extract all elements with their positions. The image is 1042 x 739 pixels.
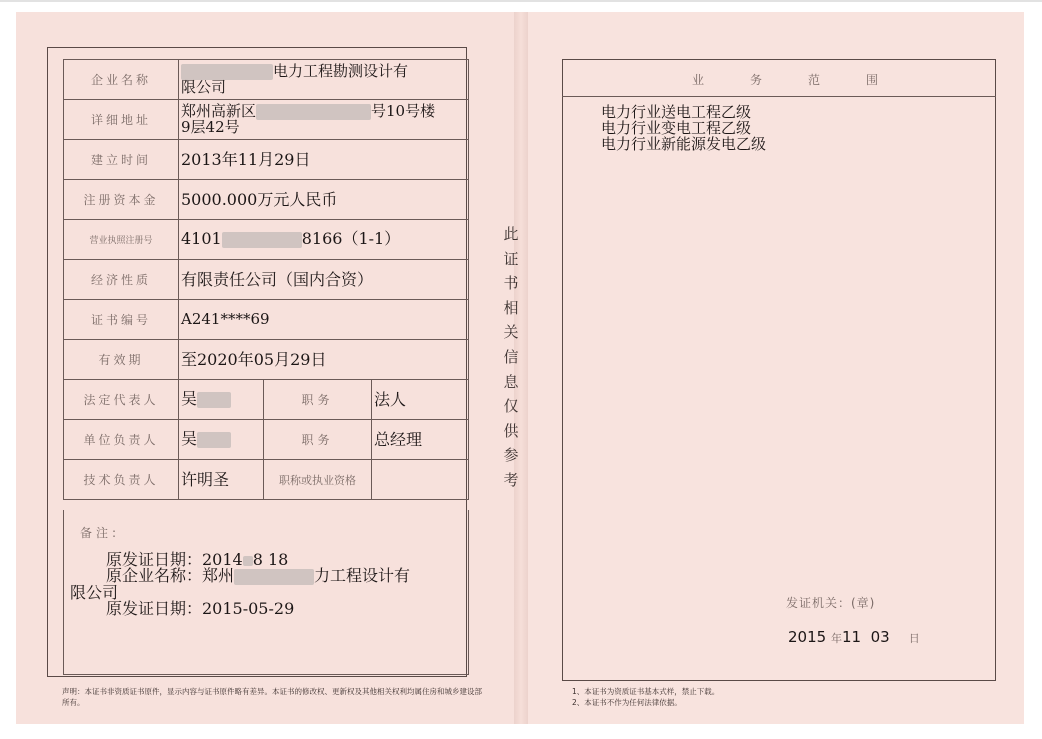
economic-nature-value: 有限责任公司（国内合资） xyxy=(179,260,469,300)
person-sub-value: 总经理 xyxy=(372,420,469,460)
scope-item: 电力行业变电工程乙级 xyxy=(601,119,752,137)
info-table xyxy=(63,59,469,500)
remark-line: 原企业名称：郑州 力工程设计有 xyxy=(106,566,411,585)
scope-header-char: 围 xyxy=(866,73,879,87)
remark-title: 备注: xyxy=(80,526,121,540)
scope-item: 电力行业送电工程乙级 xyxy=(601,103,752,121)
cert-no-value: A241****69 xyxy=(179,300,469,340)
validity-value: 至2020年05月29日 xyxy=(179,340,469,380)
scope-item: 电力行业新能源发电乙级 xyxy=(601,135,767,153)
business-scope-list xyxy=(601,104,766,152)
issuing-authority: 发证机关：(章) xyxy=(786,596,876,610)
person-name: 吴 xyxy=(179,380,264,420)
row-label: 详细地址 xyxy=(64,100,179,140)
row-label: 单位负责人 xyxy=(64,420,179,460)
row-label: 技术负责人 xyxy=(64,460,179,500)
remark-line: 原发证日期：2014 8 18 xyxy=(106,550,289,569)
table-row xyxy=(64,220,469,260)
person-sub-label: 职称或执业资格 xyxy=(264,460,372,500)
redacted-block xyxy=(256,104,371,120)
issue-date: 2015 年11 03 日 xyxy=(788,628,920,646)
scope-header-char: 务 xyxy=(750,73,763,87)
redacted-block xyxy=(243,556,253,566)
scope-header xyxy=(562,59,996,97)
redacted-block xyxy=(197,392,231,408)
remark-lines xyxy=(70,550,411,618)
person-sub-label: 职务 xyxy=(264,380,372,420)
left-declaration: 声明：本证书非资质证书原件，显示内容与证书原件略有差异。本证书的修改权、更新权及其他相关权利均属住房和城乡建设部所有。 xyxy=(62,687,482,707)
address-value: 郑州高新区 号10号楼 9层42号 xyxy=(179,100,469,140)
established-value: 2013年11月29日 xyxy=(179,140,469,180)
table-row xyxy=(64,140,469,180)
top-divider xyxy=(0,0,1042,2)
table-row xyxy=(64,180,469,220)
vertical-note: 此 证 书 相 关 信 息 仅 供 参 考 xyxy=(503,225,519,489)
row-label: 有效期 xyxy=(64,340,179,380)
row-label: 建立时间 xyxy=(64,140,179,180)
person-name: 许明圣 xyxy=(179,460,264,500)
company-name-value: 电力工程勘测设计有 限公司 xyxy=(179,60,469,100)
row-label: 企业名称 xyxy=(64,60,179,100)
table-row xyxy=(64,300,469,340)
redacted-block xyxy=(197,432,231,448)
table-row xyxy=(64,60,469,100)
row-label: 营业执照注册号 xyxy=(64,220,179,260)
remark-section xyxy=(63,510,469,675)
table-row xyxy=(64,260,469,300)
note-line: 1、本证书为资质证书基本式样，禁止下载。 xyxy=(572,687,720,696)
note-line: 2、本证书不作为任何法律依据。 xyxy=(572,698,682,707)
remark-line: 限公司 xyxy=(70,582,119,602)
person-sub-value: 法人 xyxy=(372,380,469,420)
remark-line: 原发证日期：2015-05-29 xyxy=(106,598,295,618)
person-name: 吴 xyxy=(179,420,264,460)
redacted-block xyxy=(222,232,302,248)
person-sub-label: 职务 xyxy=(264,420,372,460)
row-label: 法定代表人 xyxy=(64,380,179,420)
table-row xyxy=(64,420,469,460)
capital-value: 5000.000万元人民币 xyxy=(179,180,469,220)
row-label: 经济性质 xyxy=(64,260,179,300)
redacted-block xyxy=(234,569,314,585)
right-notes xyxy=(572,686,992,708)
person-sub-value xyxy=(372,460,469,500)
table-row xyxy=(64,380,469,420)
table-row xyxy=(64,340,469,380)
table-row xyxy=(64,100,469,140)
scope-header-char: 范 xyxy=(808,73,821,87)
table-row xyxy=(64,460,469,500)
license-no-value: 4101 8166（1-1） xyxy=(179,220,469,260)
row-label: 证书编号 xyxy=(64,300,179,340)
scope-header-char: 业 xyxy=(692,73,705,87)
row-label: 注册资本金 xyxy=(64,180,179,220)
